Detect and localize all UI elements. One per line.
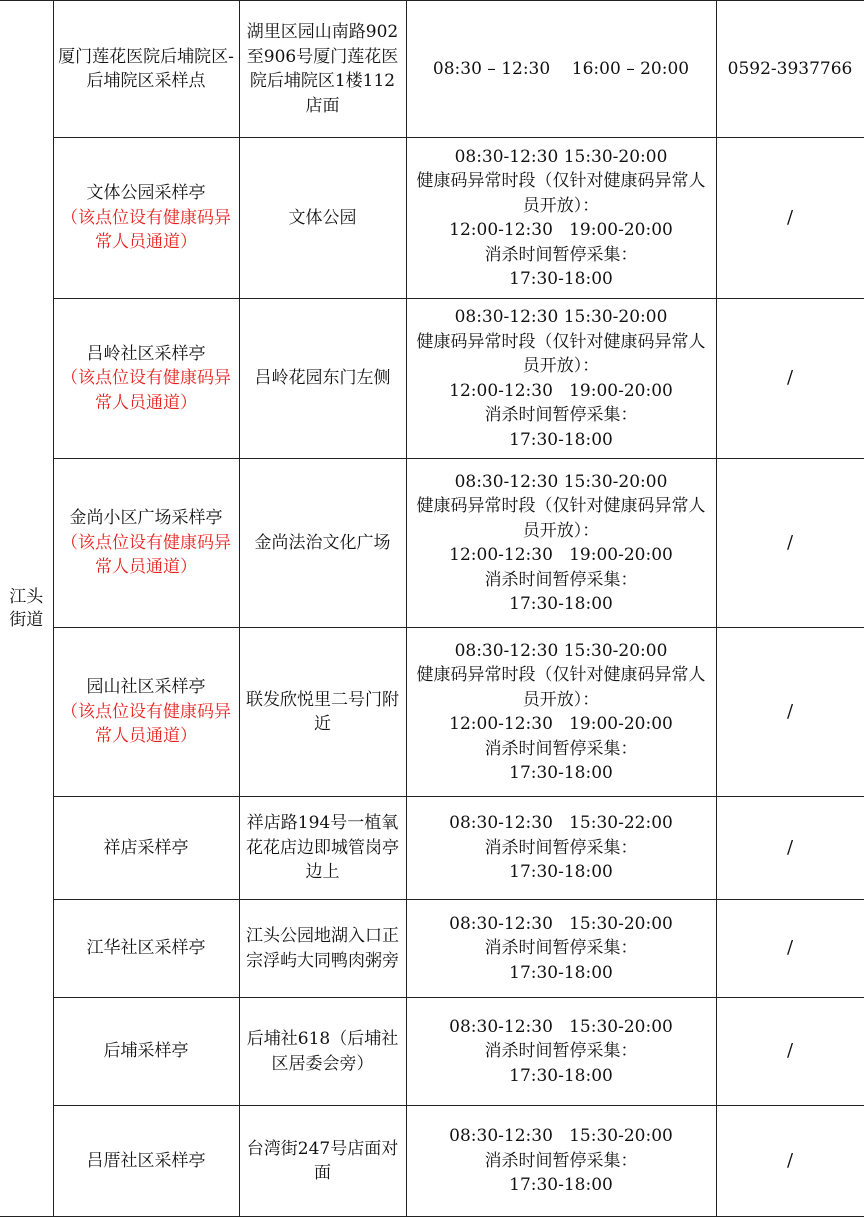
site-name-cell bbox=[53, 459, 239, 628]
abnormal-hours-line: 12:00-12:30 19:00-20:00 bbox=[449, 714, 673, 734]
hours-line: 08:30-12:30 15:30-20:00 bbox=[454, 307, 668, 327]
abnormal-code-channel-note: （该点位设有健康码异常人员通道） bbox=[61, 207, 231, 253]
disinfection-label: 消杀时间暂停采集： bbox=[484, 569, 638, 590]
site-phone-cell bbox=[716, 797, 864, 900]
site-name-cell bbox=[53, 900, 239, 998]
site-phone-cell bbox=[716, 998, 864, 1106]
table-row bbox=[0, 900, 864, 998]
site-hours-cell bbox=[406, 1106, 716, 1217]
street-name: 江头街道 bbox=[9, 586, 44, 630]
street-cell bbox=[0, 1, 53, 1217]
hours-line: 08:30-12:30 15:30-20:00 bbox=[454, 640, 668, 661]
abnormal-code-channel-note: （该点位设有健康码异常人员通道） bbox=[61, 368, 231, 413]
site-address-cell bbox=[239, 138, 406, 299]
site-phone: / bbox=[786, 836, 794, 858]
site-address: 联发欣悦里二号门附近 bbox=[246, 689, 399, 734]
site-phone: / bbox=[786, 531, 794, 553]
site-hours-cell bbox=[406, 998, 716, 1106]
abnormal-hours-label: 健康码异常时段（仅针对健康码异常人员开放）： bbox=[416, 665, 706, 710]
disinfection-label: 消杀时间暂停采集： bbox=[484, 837, 638, 858]
site-name: 江华社区采样亭 bbox=[86, 938, 206, 959]
site-name: 园山社区采样亭 bbox=[86, 677, 206, 698]
abnormal-hours-label: 健康码异常时段（仅针对健康码异常人员开放）： bbox=[416, 171, 706, 216]
abnormal-hours-line: 12:00-12:30 19:00-20:00 bbox=[449, 380, 673, 401]
site-name-cell bbox=[53, 1106, 239, 1217]
site-hours-cell bbox=[406, 299, 716, 459]
abnormal-hours-label: 健康码异常时段（仅针对健康码异常人员开放）： bbox=[416, 496, 706, 541]
hours-line: 08:30-12:30 15:30-20:00 bbox=[449, 1016, 673, 1037]
abnormal-hours-line: 12:00-12:30 19:00-20:00 bbox=[449, 220, 673, 240]
site-name-cell bbox=[53, 299, 239, 459]
table-row bbox=[0, 459, 864, 628]
site-address-cell bbox=[239, 628, 406, 797]
disinfection-label: 消杀时间暂停采集： bbox=[484, 1150, 638, 1171]
site-name: 文体公园采样亭 bbox=[86, 183, 206, 204]
site-name: 祥店采样亭 bbox=[103, 837, 189, 858]
site-address: 江头公园地湖入口正宗浮屿大同鸭肉粥旁 bbox=[246, 926, 399, 971]
table-row bbox=[0, 138, 864, 299]
hours-line: 08:30-12:30 15:30-20:00 bbox=[454, 146, 668, 167]
table-row bbox=[0, 299, 864, 459]
table-row bbox=[0, 998, 864, 1106]
site-phone: / bbox=[786, 206, 794, 228]
site-phone-cell bbox=[716, 299, 864, 459]
site-name: 吕岭社区采样亭 bbox=[86, 343, 206, 364]
site-address-cell bbox=[239, 459, 406, 628]
site-address-cell bbox=[239, 998, 406, 1106]
site-phone-cell bbox=[716, 138, 864, 299]
site-name-cell bbox=[53, 1, 239, 138]
site-name: 厦门莲花医院后埔院区-后埔院区采样点 bbox=[58, 46, 234, 91]
site-hours-cell bbox=[406, 797, 716, 900]
site-phone: / bbox=[786, 937, 794, 959]
disinfection-time: 17:30-18:00 bbox=[509, 269, 613, 289]
site-address: 吕岭花园东门左侧 bbox=[254, 368, 391, 389]
site-phone-cell bbox=[716, 459, 864, 628]
site-hours-cell bbox=[406, 459, 716, 628]
site-phone: / bbox=[786, 1149, 794, 1171]
site-phone: / bbox=[786, 700, 794, 722]
disinfection-time: 17:30-18:00 bbox=[509, 429, 613, 450]
disinfection-time: 17:30-18:00 bbox=[509, 1175, 613, 1196]
site-phone: 0592-3937766 bbox=[727, 58, 853, 79]
site-address: 湖里区园山南路902至906号厦门莲花医院后埔院区1楼112店面 bbox=[246, 22, 399, 116]
site-hours-cell bbox=[406, 1, 716, 138]
site-name-cell bbox=[53, 797, 239, 900]
abnormal-code-channel-note: （该点位设有健康码异常人员通道） bbox=[61, 532, 231, 578]
hours-line: 08:30 – 12:30 16:00 – 20:00 bbox=[432, 58, 690, 79]
table-row bbox=[0, 628, 864, 797]
abnormal-code-channel-note: （该点位设有健康码异常人员通道） bbox=[61, 701, 231, 747]
site-phone-cell bbox=[716, 900, 864, 998]
site-address-cell bbox=[239, 900, 406, 998]
abnormal-hours-label: 健康码异常时段（仅针对健康码异常人员开放）： bbox=[416, 331, 706, 376]
site-address-cell bbox=[239, 1, 406, 138]
disinfection-label: 消杀时间暂停采集： bbox=[484, 1041, 638, 1062]
table-row bbox=[0, 1, 864, 138]
site-hours-cell bbox=[406, 138, 716, 299]
site-phone-cell bbox=[716, 1, 864, 138]
disinfection-time: 17:30-18:00 bbox=[509, 962, 613, 983]
site-hours-cell bbox=[406, 628, 716, 797]
disinfection-time: 17:30-18:00 bbox=[509, 862, 613, 883]
site-name-cell bbox=[53, 628, 239, 797]
site-address: 祥店路194号一植氧花花店边即城管岗亭边上 bbox=[246, 813, 399, 883]
disinfection-label: 消杀时间暂停采集： bbox=[484, 244, 638, 265]
disinfection-time: 17:30-18:00 bbox=[509, 594, 613, 614]
site-phone-cell bbox=[716, 628, 864, 797]
site-phone: / bbox=[786, 367, 794, 389]
site-name-cell bbox=[53, 138, 239, 299]
site-address: 台湾街247号店面对面 bbox=[246, 1138, 399, 1183]
site-name: 金尚小区广场采样亭 bbox=[69, 508, 223, 529]
disinfection-label: 消杀时间暂停采集： bbox=[484, 738, 638, 759]
site-name-cell bbox=[53, 998, 239, 1106]
abnormal-hours-line: 12:00-12:30 19:00-20:00 bbox=[449, 545, 673, 565]
site-hours-cell bbox=[406, 900, 716, 998]
site-name: 后埔采样亭 bbox=[103, 1041, 189, 1062]
site-address: 金尚法治文化广场 bbox=[254, 532, 391, 553]
site-address-cell bbox=[239, 299, 406, 459]
hours-line: 08:30-12:30 15:30-20:00 bbox=[449, 1126, 673, 1147]
site-address-cell bbox=[239, 797, 406, 900]
table-row bbox=[0, 1106, 864, 1217]
hours-line: 08:30-12:30 15:30-22:00 bbox=[449, 813, 673, 834]
disinfection-label: 消杀时间暂停采集： bbox=[484, 938, 638, 959]
site-address: 后埔社618（后埔社区居委会旁） bbox=[246, 1029, 399, 1074]
site-phone: / bbox=[786, 1040, 794, 1062]
hours-line: 08:30-12:30 15:30-20:00 bbox=[454, 471, 668, 492]
site-name: 吕厝社区采样亭 bbox=[86, 1150, 206, 1171]
table-row bbox=[0, 797, 864, 900]
hours-line: 08:30-12:30 15:30-20:00 bbox=[449, 913, 673, 934]
disinfection-time: 17:30-18:00 bbox=[509, 1065, 613, 1086]
site-address-cell bbox=[239, 1106, 406, 1217]
disinfection-label: 消杀时间暂停采集： bbox=[484, 405, 638, 425]
site-phone-cell bbox=[716, 1106, 864, 1217]
site-address: 文体公园 bbox=[288, 207, 357, 228]
disinfection-time: 17:30-18:00 bbox=[509, 763, 613, 783]
